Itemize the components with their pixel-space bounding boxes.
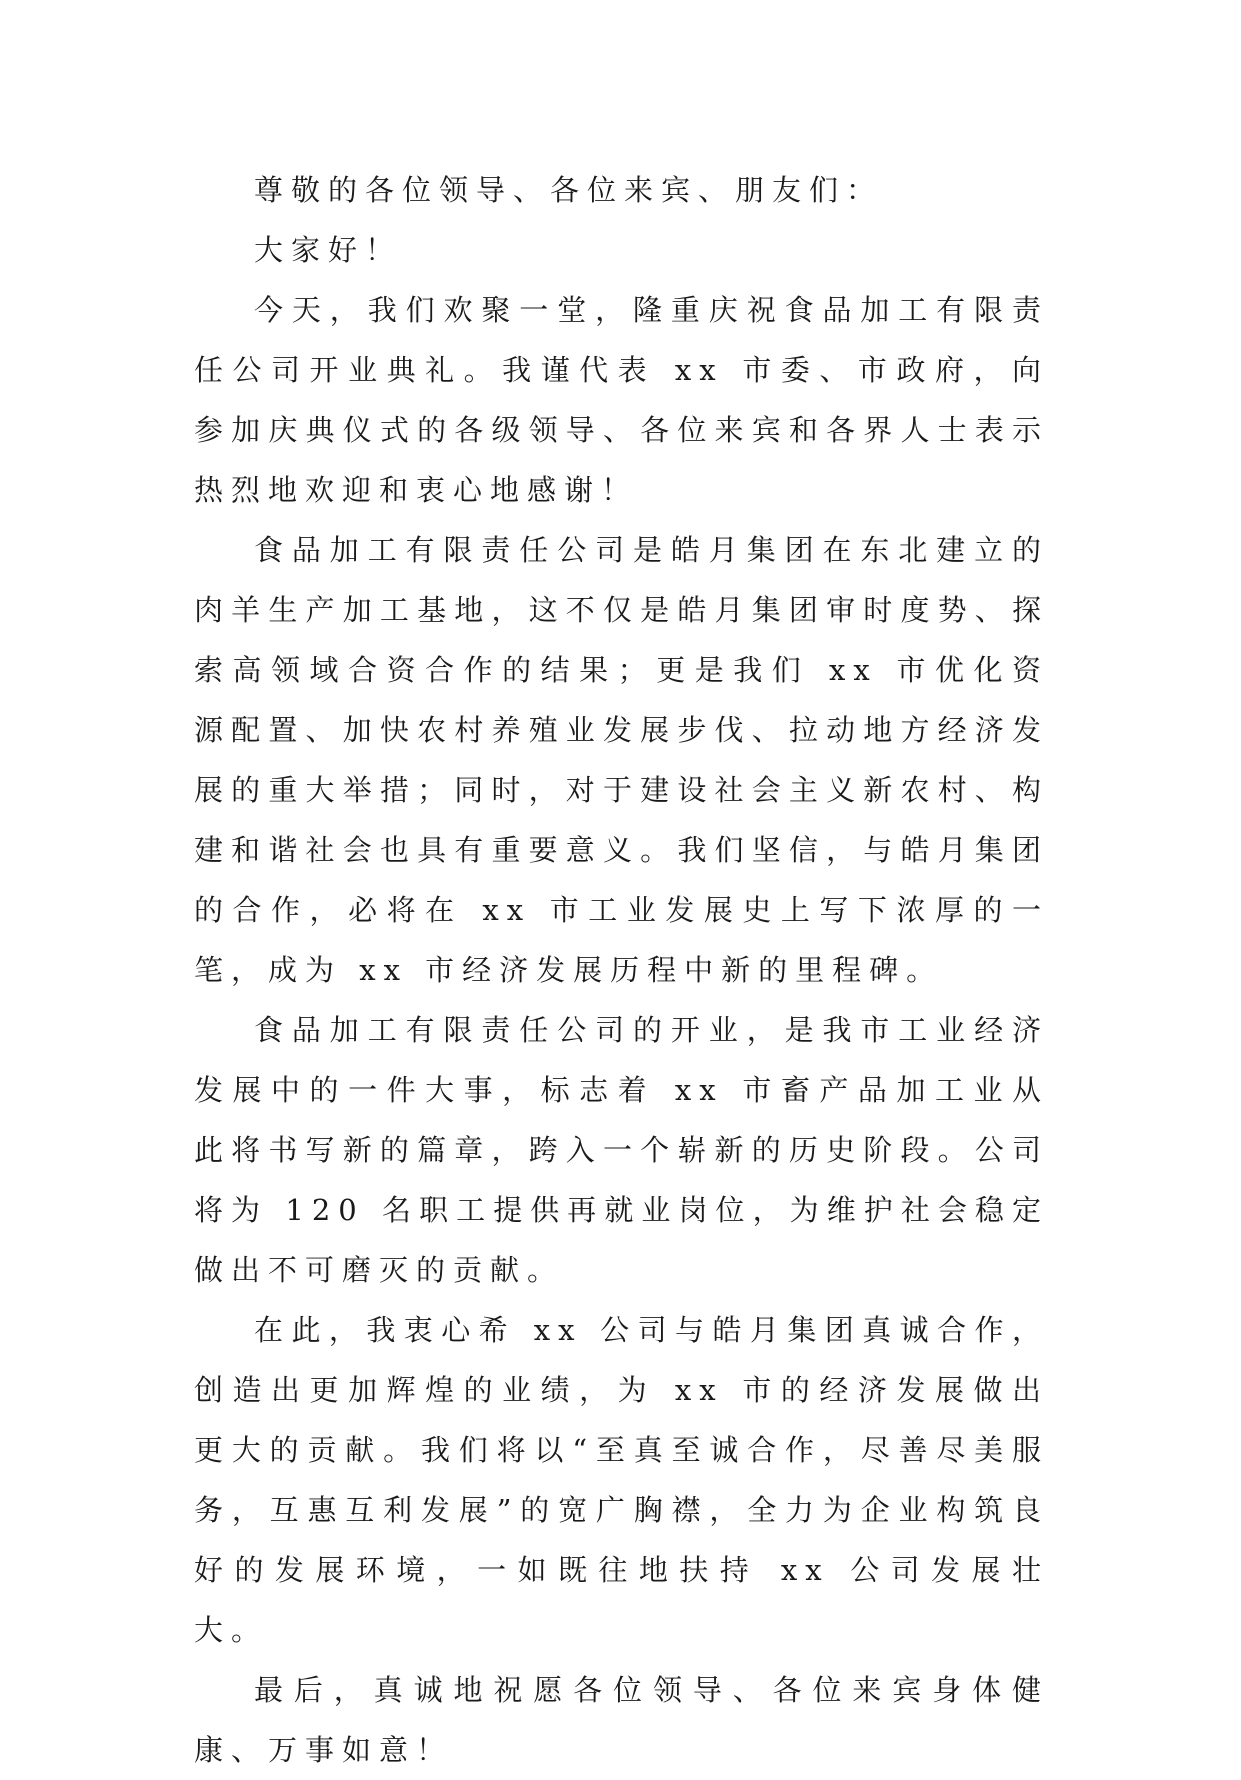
document-body [194,160,1049,1780]
paragraph-company-intro: 食品加工有限责任公司是皓月集团在东北建立的肉羊生产加工基地，这不仅是皓月集团审时度势、探索高领域合资合作的结果；更是我们 xx 市优化资源配置、加快农村养殖业发展步伐、拉动地方经济发展的重大举措；同时，对于建设社会主义新农村、构建和谐社会也具有重要意义。我们坚信，与皓月集团的合作，必将在 xx 市工业发展史上写下浓厚的一笔，成为 xx 市经济发展历程中新的里程碑。 [194,533,1049,987]
salutation: 尊敬的各位领导、各位来宾、朋友们： [254,173,884,207]
greeting: 大家好！ [254,233,403,267]
paragraph-wishes: 在此，我衷心希 xx 公司与皓月集团真诚合作，创造出更加辉煌的业绩，为 xx 市的经济发展做出更大的贡献。我们将以“至真至诚合作，尽善尽美服务，互惠互利发展”的宽广胸襟，全力为企业构筑良好的发展环境，一如既往地扶持 xx 公司发展壮大。 [194,1313,1049,1647]
paragraph-opening: 今天，我们欢聚一堂，隆重庆祝食品加工有限责任公司开业典礼。我谨代表 xx 市委、市政府，向参加庆典仪式的各级领导、各位来宾和各界人士表示热烈地欢迎和衷心地感谢！ [194,293,1049,507]
paragraph-significance: 食品加工有限责任公司的开业，是我市工业经济发展中的一件大事，标志着 xx 市畜产品加工业从此将书写新的篇章，跨入一个崭新的历史阶段。公司将为 120 名职工提供再就业岗位，为维护社会稳定做出不可磨灭的贡献。 [194,1013,1049,1287]
paragraph-closing: 最后，真诚地祝愿各位领导、各位来宾身体健康、万事如意！ [194,1673,1049,1767]
